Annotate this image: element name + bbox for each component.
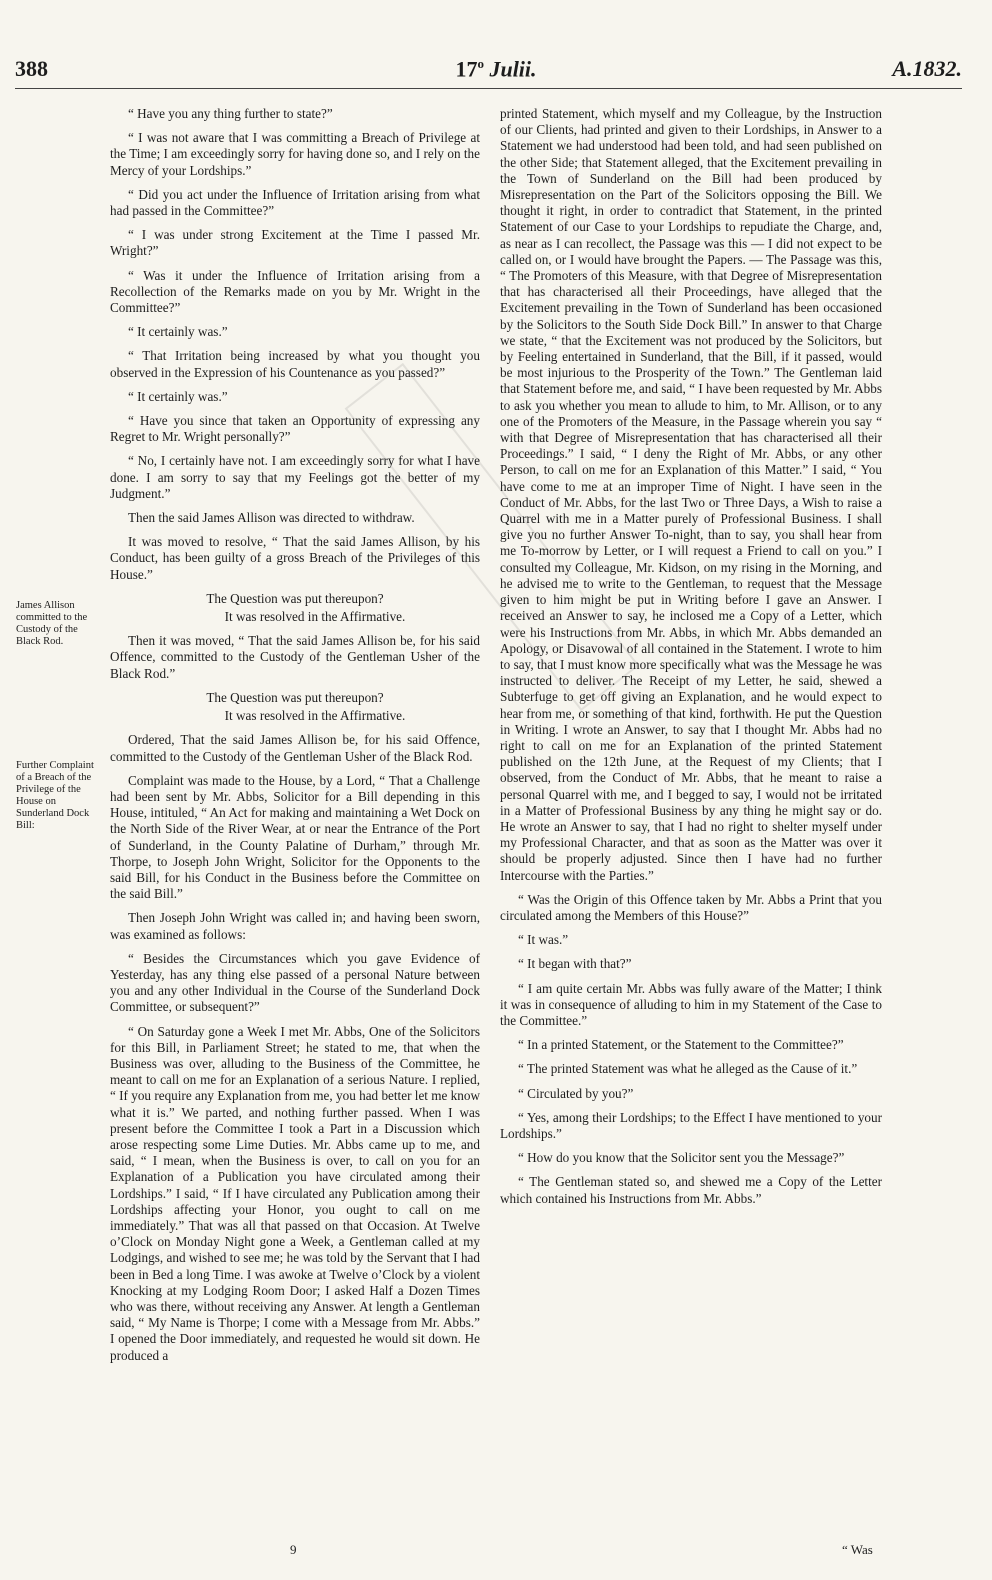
margin-note-allison-committed: James Allison committed to the Custody of the Black Rod.	[16, 600, 88, 647]
paragraph: “ Was it under the Influence of Irritation arising from a Recollection of the Remarks made on you by Mr. Wright in the Committee?”	[110, 267, 480, 316]
paragraph: Then the said James Allison was directed to withdraw.	[128, 510, 415, 526]
signature-mark: 9	[290, 1542, 297, 1557]
page-date	[0, 56, 992, 82]
paragraph: It was moved to resolve, “ That the said James Allison, by his Conduct, has been guilty of a gross Breach of the Privileges of this House.”	[110, 534, 480, 582]
running-header	[0, 56, 992, 96]
paragraph: “ The Gentleman stated so, and shewed me a Copy of the Letter which contained his Instructions from Mr. Abbs.”	[500, 1174, 882, 1206]
paragraph: “ No, I certainly have not. I am exceedingly sorry for what I have done. I am sorry to say that my Feelings got the better of my Judgment.”	[110, 453, 480, 501]
right-column	[500, 106, 882, 1215]
page-year: A.1832.	[892, 56, 962, 81]
date-month: Julii.	[489, 56, 537, 82]
paragraph: “ Yes, among their Lordships; to the Effect I have mentioned to your Lordships.”	[500, 1109, 882, 1141]
paragraph: “ On Saturday gone a Week I met Mr. Abbs, One of the Solicitors for this Bill, in Parliament Street; he stated to me, that when the Business was over, alluding to the Business of the Committee, he meant to call on me for an Explanation of a serious Nature. I replied, “ If you require any Explanation from me, you had better let me know what it is.” We parted, and nothing further passed. When I was present before the Committee I took a Part in a Discussion which arose respecting some Lime Duties. Mr. Abbs came up to me, and said, “ I mean, when the Business is over, to call on you for an Explanation of a Publication you have circulated among their Lordships.” I said, “ If I have circulated any Publication among their Lordships affecting your Honor, you ought to call on me immediately.” That was all that passed on that Occasion. At Twelve o’Clock on Monday Night gone a Week, a Gentleman called at my Lodgings, and wished to see me; he was told by the Servant that I had been in Bed a long Time. I was awoke at Twelve o’Clock by a violent Knocking at my Lodging Room Door; I asked Half a Dozen Times who was there, without receiving any Answer. At length a Gentleman said, “ My Name is Thorpe; I come with a Message from Mr. Abbs.” I opened the Door immediately, and requested he would sit down. He produced a	[110, 1023, 480, 1363]
margin-note-further-complaint: Further Complaint of a Breach of the Privilege of the House on Sunderland Dock Bill:	[16, 760, 94, 831]
paragraph: “ I was not aware that I was committing a Breach of Privilege at the Time; I am exceedingly sorry for having done so, and I rely on the Mercy of your Lordships.”	[110, 130, 480, 178]
question-put: The Question was put thereupon?	[206, 689, 384, 705]
paragraph: “ I am quite certain Mr. Abbs was fully aware of the Matter; I think it was in consequence of alluding to him in my Statement of the Case to the Committee.”	[500, 980, 882, 1028]
paragraph: “ It was.”	[518, 932, 569, 948]
paragraph: “ In a printed Statement, or the Statement to the Committee?”	[518, 1037, 844, 1053]
date-day: 17	[455, 56, 478, 82]
paragraph: “ Besides the Circumstances which you gave Evidence of Yesterday, has any thing else passed of a personal Nature between you and any other Individual in the Course of the Sunderland Dock Committee, or subsequent?”	[110, 950, 480, 1015]
paragraph: “ I was under strong Excitement at the Time I passed Mr. Wright?”	[110, 227, 480, 259]
paragraph: “ Was the Origin of this Offence taken by Mr. Abbs a Print that you circulated among the Members of this House?”	[500, 891, 882, 923]
paragraph: “ It certainly was.”	[128, 388, 228, 404]
page-number: 388	[15, 56, 48, 81]
header-rule	[15, 88, 962, 89]
resolution: It was resolved in the Affirmative.	[224, 609, 406, 625]
paragraph: “ Have you any thing further to state?”	[128, 106, 333, 121]
paragraph: Then it was moved, “ That the said James Allison be, for his said Offence, committed to the Custody of the Gentleman Usher of the Black Rod.”	[110, 633, 480, 681]
left-column	[110, 106, 480, 1372]
catchword: “ Was	[842, 1542, 873, 1557]
resolution: It was resolved in the Affirmative.	[224, 708, 406, 724]
paragraph: “ Did you act under the Influence of Irritation arising from what had passed in the Committee?”	[110, 186, 480, 219]
paragraph: Complaint was made to the House, by a Lord, “ That a Challenge had been sent by Mr. Abbs, Solicitor for a Bill depending in this House, intituled, “ An Act for making and maintaining a Wet Dock on the North Side of the River Wear, at or near the Entrance of the Port of Sunderland, in the County Palatine of Durham,” through Mr. Thorpe, to Joseph John Wright, Solicitor for the Opponents to the said Bill, for his Conduct in the Business before the Committee on the said Bill.”	[110, 772, 480, 902]
paragraph: Ordered, That the said James Allison be, for his said Offence, committed to the Custody of the Gentleman Usher of the Black Rod.	[110, 732, 480, 764]
date-ordinal: o	[477, 56, 484, 71]
paragraph: “ It began with that?”	[518, 956, 632, 972]
paragraph: Then Joseph John Wright was called in; and having been sworn, was examined as follows:	[110, 910, 480, 942]
paragraph: “ Have you since that taken an Opportunity of expressing any Regret to Mr. Wright personally?”	[110, 413, 480, 445]
question-put: The Question was put thereupon?	[206, 590, 384, 606]
paragraph: “ The printed Statement was what he alleged as the Cause of it.”	[518, 1061, 858, 1077]
paragraph: “ It certainly was.”	[128, 324, 228, 340]
paragraph: “ How do you know that the Solicitor sent you the Message?”	[518, 1150, 845, 1166]
paragraph: “ That Irritation being increased by what you thought you observed in the Expression of his Countenance as you passed?”	[110, 348, 480, 380]
paragraph: “ Circulated by you?”	[518, 1085, 634, 1101]
paragraph: printed Statement, which myself and my Colleague, by the Instruction of our Clients, had printed and given to their Lordships, in Answer to a Statement we had understood had been told, and had seen published on the other Side; that Statement alleged, that the Excitement prevailing in the Town of Sunderland on the Bill had been produced by Misrepresentation on the Part of the Solicitors opposing the Bill. We thought it right, in order to contradict that Statement, in the printed Statement of our Case to your Lordships to repudiate the Charge, and, as near as I can recollect, the Passage was this — I did not expect to be called on, or I would have brought the Papers. — The Passage was this, “ The Promoters of this Measure, with that Degree of Misrepresentation that has characterised all their Proceedings, have alleged that the Excitement prevailing in the Town of Sunderland has been occasioned by the Solicitors to the South Side Dock Bill.” In answer to that Charge we state, “ that the Excitement was not produced by the Solicitors, but by Feeling entertained in Sunderland, that the Bill, if it passed, would be most injurious to the Prosperity of the Town.” The Gentleman laid that Statement before me, and said, “ I have been requested by Mr. Abbs to ask you whether you mean to allude to him, to Mr. Allison, or to any one of the Promoters of the Measure, in the Passage wherein you say “ with that Degree of Misrepresentation that has characterised all their Proceedings.” I said, “ I deny the Right of Mr. Abbs, or any other Person, to call on me for an Explanation of this Matter.” I said, “ You have come to me at an improper Time of Night. I have seen in the Conduct of Mr. Abbs, for the last Two or Three Days, a Wish to raise a Quarrel with me in a Matter purely of Professional Business. I shall give you no further Answer To-night, than to say, you shall hear from me To-morrow by Letter, or I will request a Friend to call on you.” I consulted my Colleague, Mr. Kidson, on my rising in the Morning, and he advised me to write to the Gentleman, to request that the Message given to him might be put in Writing before I gave an Answer. I received an Answer to say, he inclosed me a Copy of a Letter, which were his Instructions from Mr. Abbs, in which Mr. Abbs demanded an Apology, or Disavowal of all contained in the Statement. I wrote to him to say, that I must know more specifically what was the Message he was instructed to deliver. The Receipt of my Letter, he said, shewed a Subterfuge to get off giving an Explanation, and he would expect to hear from me, or something of that kind, forthwith. He put the Question in Writing. I wrote an Answer, to say that I thought Mr. Abbs had no right to call on me for an Explanation of the printed Statement published on the 12th June, at the Request of my Clients; that I observed, from the Conduct of Mr. Abbs, that he meant to raise a personal Quarrel with me, and I begged to say, I would not be irritated in a Matter of Professional Business by any thing he might say or do. He wrote an Answer to say, that I had no right to shelter myself under my Professional Character, and that as soon as the Matter was over it should be properly adjusted. Since then I have had no further Intercourse with the Parties.”	[500, 106, 882, 883]
